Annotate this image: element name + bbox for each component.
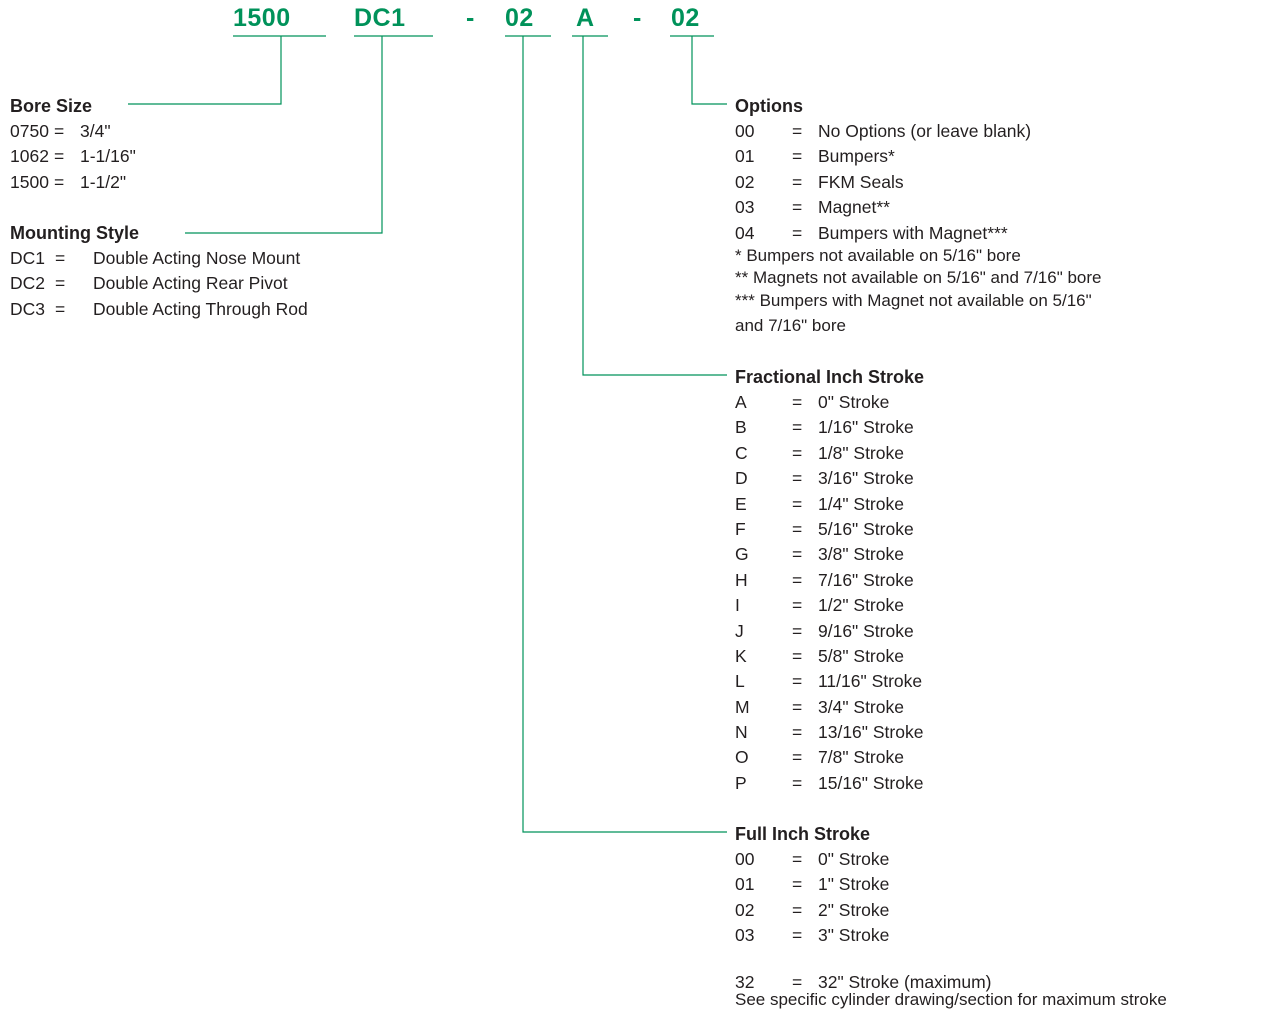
list-item: E = 1/4" Stroke bbox=[735, 493, 904, 514]
bore-size-section bbox=[10, 94, 310, 195]
fractional-stroke-title: Fractional Inch Stroke bbox=[735, 367, 925, 387]
bore-size-list bbox=[10, 119, 310, 195]
list-item: 32 = 32" Stroke (maximum) bbox=[735, 971, 992, 992]
footnote: * Bumpers not available on 5/16" bore bbox=[735, 245, 1021, 265]
full-stroke-section bbox=[735, 822, 1255, 1009]
code-full-stroke: 02 bbox=[505, 4, 534, 32]
mounting-style-title: Mounting Style bbox=[10, 223, 139, 243]
leader-options bbox=[692, 36, 727, 104]
list-item: 02 = FKM Seals bbox=[735, 171, 904, 192]
list-item: D = 3/16" Stroke bbox=[735, 468, 914, 489]
list-item: A = 0" Stroke bbox=[735, 392, 890, 412]
list-item: 03 = 3" Stroke bbox=[735, 925, 890, 946]
max-stroke-note: See specific cylinder drawing/section for maximum stroke bbox=[735, 989, 1167, 1009]
list-item: 03 = Magnet** bbox=[735, 197, 890, 218]
list-item: 1062 = 1-1/16" bbox=[10, 146, 136, 167]
list-item: F = 5/16" Stroke bbox=[735, 518, 914, 539]
fractional-stroke-section bbox=[735, 365, 1135, 796]
list-item: C = 1/8" Stroke bbox=[735, 442, 904, 463]
footnote: and 7/16" bore bbox=[735, 316, 846, 336]
code-fractional-stroke: A bbox=[576, 4, 595, 32]
list-item: DC1 = Double Acting Nose Mount bbox=[10, 248, 301, 268]
code-options: 02 bbox=[671, 4, 700, 32]
list-item: 01 = 1" Stroke bbox=[735, 874, 890, 895]
list-item: 01 = Bumpers* bbox=[735, 146, 895, 167]
list-item: B = 1/16" Stroke bbox=[735, 417, 914, 438]
code-mounting: DC1 bbox=[354, 4, 406, 32]
code-separator-2: - bbox=[633, 4, 642, 32]
list-item: N = 13/16" Stroke bbox=[735, 722, 924, 743]
leader-full-stroke bbox=[523, 36, 727, 832]
list-item: H = 7/16" Stroke bbox=[735, 569, 914, 590]
footnote: ** Magnets not available on 5/16" and 7/16" bore bbox=[735, 268, 1102, 288]
list-item: 00 = 0" Stroke bbox=[735, 849, 890, 869]
list-item: DC3 = Double Acting Through Rod bbox=[10, 298, 308, 319]
full-stroke-list bbox=[735, 847, 1255, 949]
fractional-stroke-list bbox=[735, 390, 1135, 796]
list-item: K = 5/8" Stroke bbox=[735, 645, 904, 666]
list-item: P = 15/16" Stroke bbox=[735, 772, 924, 793]
list-item: L = 11/16" Stroke bbox=[735, 671, 923, 692]
leader-fractional-stroke bbox=[583, 36, 727, 375]
list-item: O = 7/8" Stroke bbox=[735, 747, 904, 768]
code-separator-1: - bbox=[466, 4, 475, 32]
list-item: 00 = No Options (or leave blank) bbox=[735, 121, 1032, 141]
list-item: 0750 = 3/4" bbox=[10, 121, 111, 141]
options-title: Options bbox=[735, 96, 803, 116]
options-section bbox=[735, 94, 1235, 338]
mounting-style-section bbox=[10, 221, 410, 322]
bore-size-title: Bore Size bbox=[10, 96, 93, 116]
list-item: J = 9/16" Stroke bbox=[735, 620, 914, 641]
code-bore: 1500 bbox=[233, 4, 291, 32]
list-item: G = 3/8" Stroke bbox=[735, 544, 904, 565]
list-item: 1500 = 1-1/2" bbox=[10, 171, 127, 192]
full-stroke-max bbox=[735, 973, 1255, 1009]
full-stroke-title: Full Inch Stroke bbox=[735, 824, 871, 844]
footnote: *** Bumpers with Magnet not available on 5/16" bbox=[735, 290, 1092, 310]
list-item: DC2 = Double Acting Rear Pivot bbox=[10, 273, 288, 294]
list-item: 02 = 2" Stroke bbox=[735, 899, 890, 920]
options-list bbox=[735, 119, 1235, 246]
list-item: 04 = Bumpers with Magnet*** bbox=[735, 222, 1008, 243]
list-item: I = 1/2" Stroke bbox=[735, 595, 904, 616]
list-item: M = 3/4" Stroke bbox=[735, 696, 904, 717]
mounting-style-list bbox=[10, 246, 410, 322]
options-footnotes bbox=[735, 245, 1235, 338]
